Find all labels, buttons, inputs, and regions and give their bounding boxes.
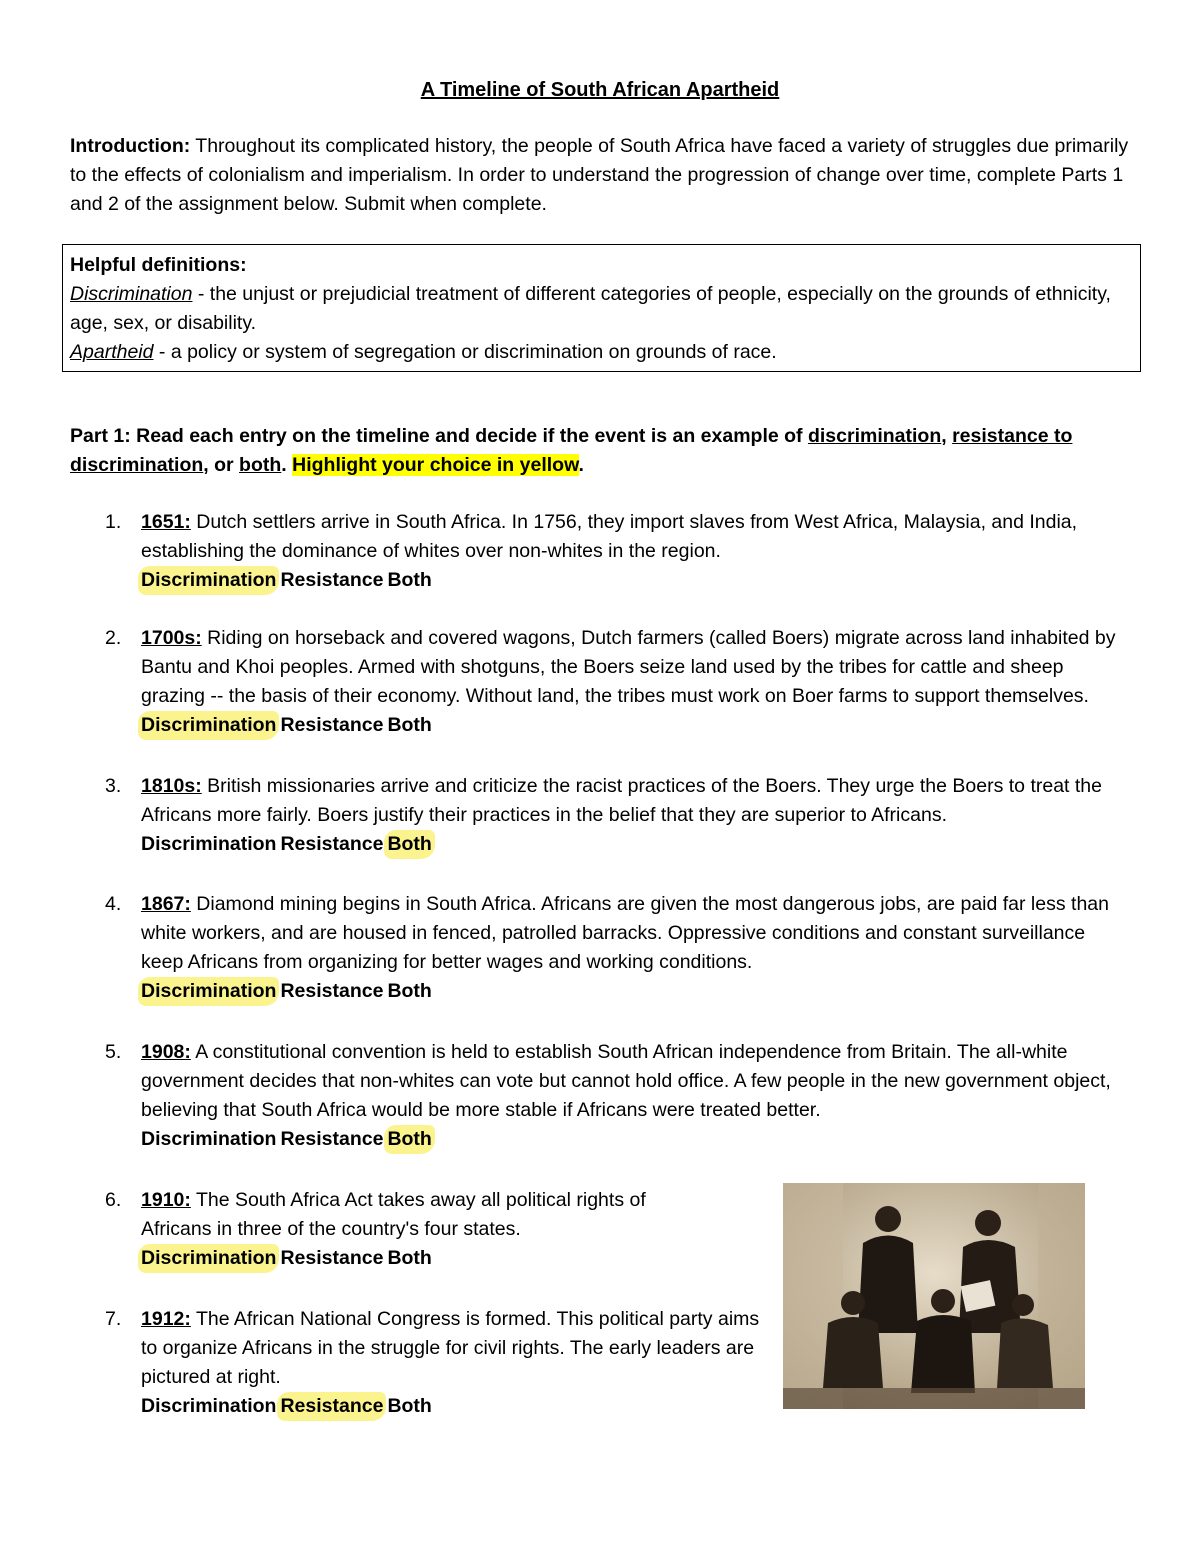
definition-term: Apartheid [70,341,154,363]
entry-year: 1910: [141,1189,191,1211]
choice-discrimination[interactable]: Discrimination [138,566,279,595]
choice-resistance[interactable]: Resistance [277,1392,386,1421]
choice-resistance[interactable]: Resistance [280,1128,384,1150]
entry-text: Dutch settlers arrive in South Africa. In 1756, they import slaves from West Africa, Malaysia, and India, establishing the dominance of whites over non-whites in the region. [141,511,1078,562]
definition-apartheid [70,338,1134,367]
entry-year: 1908: [141,1041,191,1063]
choice-discrimination[interactable]: Discrimination [138,711,279,740]
entry-year: 1651: [141,511,191,533]
entry-text: Riding on horseback and covered wagons, Dutch farmers (called Boers) migrate across land inhabited by Bantu and Khoi peoples. Armed with shotguns, the Boers seize land used by the tribes for cattle and sheep grazing -- the basis of their economy. Without land, the tribes must work on Boer farms to support themselves. [141,627,1116,707]
introduction-paragraph [70,132,1130,219]
choice-resistance[interactable]: Resistance [280,569,384,591]
anc-founders-photo [783,1183,1085,1409]
choice-both[interactable]: Both [387,1395,432,1417]
choice-resistance[interactable]: Resistance [280,980,384,1002]
part1-option-discrimination: discrimination [807,425,942,447]
part1-instructions [70,422,1140,480]
choice-group [141,980,436,1002]
choice-both[interactable]: Both [384,830,434,859]
choice-group [141,1247,436,1269]
entry-text: The South Africa Act takes away all political rights of Africans in three of the country's four states. [141,1189,646,1240]
choice-resistance[interactable]: Resistance [280,714,384,736]
entry-number: 6. [105,1189,122,1211]
entry-number: 2. [105,627,122,649]
choice-both[interactable]: Both [387,980,432,1002]
choice-group [141,1128,436,1150]
definition-discrimination [70,280,1134,338]
entry-body [141,1186,711,1273]
definition-text: - the unjust or prejudicial treatment of different categories of people, especially on the grounds of ethnicity, age, sex, or disability. [70,283,1111,334]
choice-group [141,1395,436,1417]
choice-both[interactable]: Both [387,714,432,736]
entry-body [141,624,1126,740]
part1-option-resistance: resistance to discrimination [70,425,1073,476]
introduction-label: Introduction: [70,135,191,157]
entry-number: 4. [105,893,122,915]
entry-number: 5. [105,1041,122,1063]
entry-body [141,508,1131,595]
entry-year: 1810s: [141,775,202,797]
entry-year: 1867: [141,893,191,915]
choice-both[interactable]: Both [384,1125,434,1154]
entry-number: 1. [105,511,122,533]
definitions-heading: Helpful definitions: [70,254,247,276]
definition-text: - a policy or system of segregation or discrimination on grounds of race. [153,341,777,363]
part1-lead: Part 1: Read each entry on the timeline and decide if the event is an example of [70,425,808,447]
choice-discrimination[interactable]: Discrimination [141,1395,277,1417]
entry-text: British missionaries arrive and criticize the racist practices of the Boers. They urge the Boers to treat the Africans more fairly. Boers justify their practices in the belief that they are superior to Africans. [141,775,1102,826]
choice-group [141,833,436,855]
entry-year: 1700s: [141,627,202,649]
part1-period: . [578,454,584,476]
entry-body [141,772,1121,859]
choice-resistance[interactable]: Resistance [280,1247,384,1269]
choice-group [141,714,436,736]
entry-text: The African National Congress is formed. This political party aims to organize Africans in the struggle for civil rights. The early leaders are pictured at right. [141,1308,760,1388]
definitions-box [62,244,1141,372]
choice-discrimination[interactable]: Discrimination [138,977,279,1006]
introduction-text: Throughout its complicated history, the people of South Africa have faced a variety of struggles due primarily to the effects of colonialism and imperialism. In order to understand the progression of change over time, complete Parts 1 and 2 of the assignment below. Submit when complete. [70,135,1129,215]
entry-body [141,1038,1141,1154]
definition-term: Discrimination [70,283,193,305]
entry-number: 3. [105,775,122,797]
choice-both[interactable]: Both [387,1247,432,1269]
choice-discrimination[interactable]: Discrimination [141,833,277,855]
part1-option-both: both [239,454,282,476]
entry-text: Diamond mining begins in South Africa. Africans are given the most dangerous jobs, are paid far less than white workers, and are housed in fenced, patrolled barracks. Oppressive conditions and constant surveillance keep Africans from organizing for better wages and working conditions. [141,893,1109,973]
part1-separator: , [941,425,953,447]
choice-discrimination[interactable]: Discrimination [138,1244,279,1273]
entry-body [141,890,1131,1006]
part1-separator: . [281,454,293,476]
entry-number: 7. [105,1308,122,1330]
part1-highlight-instruction: Highlight your choice in yellow [292,454,579,476]
entry-year: 1912: [141,1308,191,1330]
page-title: A Timeline of South African Apartheid [420,79,780,101]
sepia-group-portrait [783,1183,1085,1409]
choice-discrimination[interactable]: Discrimination [141,1128,277,1150]
choice-both[interactable]: Both [387,569,432,591]
entry-body [141,1305,761,1421]
entry-text: A constitutional convention is held to establish South African independence from Britain. The all-white government decides that non-whites can vote but cannot hold office. A few people in the new government object, believing that South Africa would be more stable if Africans were treated better. [141,1041,1111,1121]
choice-resistance[interactable]: Resistance [280,833,384,855]
choice-group [141,569,436,591]
part1-separator: , or [203,454,240,476]
